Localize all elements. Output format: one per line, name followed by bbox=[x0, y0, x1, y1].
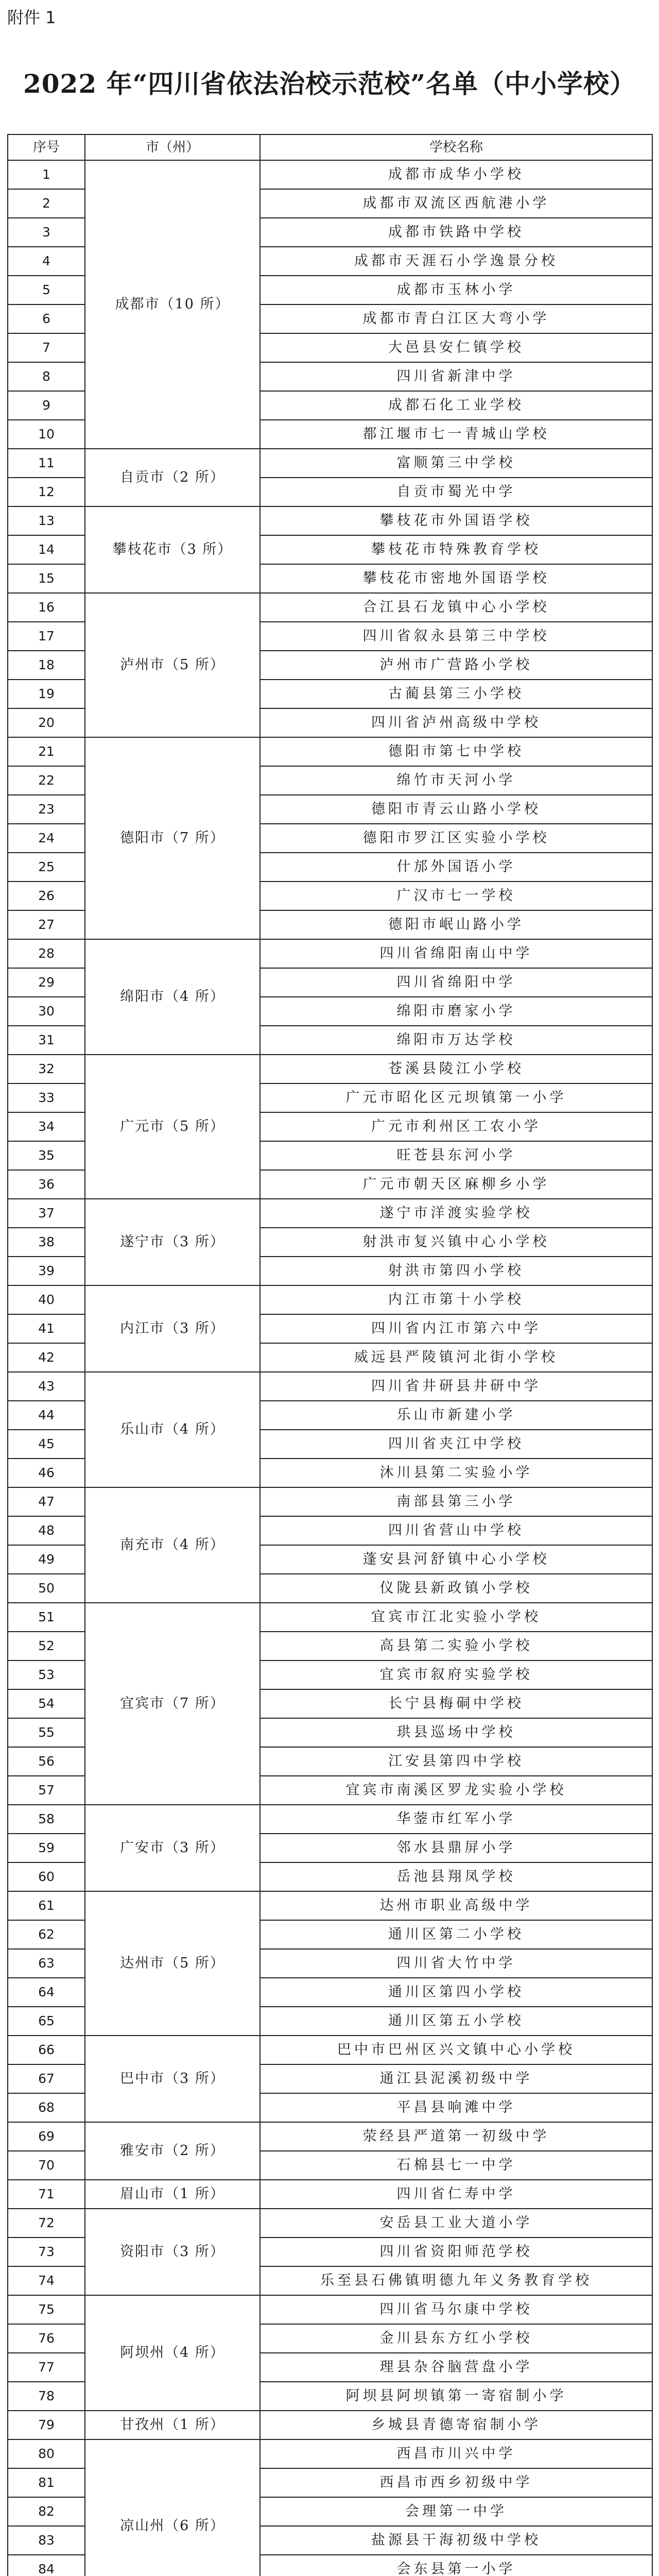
row-school-name: 四川省营山中学校 bbox=[260, 1516, 652, 1545]
row-seq: 60 bbox=[8, 1862, 85, 1891]
row-seq: 59 bbox=[8, 1834, 85, 1862]
row-school-name: 射洪市第四小学校 bbox=[260, 1257, 652, 1285]
table-row bbox=[8, 506, 652, 535]
row-seq: 18 bbox=[8, 651, 85, 680]
row-seq: 69 bbox=[8, 2122, 85, 2151]
row-seq: 21 bbox=[8, 737, 85, 766]
row-seq: 23 bbox=[8, 795, 85, 824]
row-school-name: 平昌县响滩中学 bbox=[260, 2093, 652, 2122]
row-school-name: 通川区第五小学校 bbox=[260, 2007, 652, 2036]
row-seq: 33 bbox=[8, 1083, 85, 1112]
row-school-name: 荥经县严道第一初级中学 bbox=[260, 2122, 652, 2151]
row-seq: 24 bbox=[8, 824, 85, 853]
row-school-name: 达州市职业高级中学 bbox=[260, 1891, 652, 1920]
row-seq: 3 bbox=[8, 218, 85, 247]
table-row bbox=[8, 737, 652, 766]
row-seq: 4 bbox=[8, 247, 85, 276]
row-school-name: 合江县石龙镇中心小学校 bbox=[260, 593, 652, 622]
row-seq: 40 bbox=[8, 1285, 85, 1314]
row-city: 绵阳市（4 所） bbox=[85, 939, 260, 1055]
row-seq: 66 bbox=[8, 2036, 85, 2064]
row-school-name: 泸州市广营路小学校 bbox=[260, 651, 652, 680]
row-seq: 28 bbox=[8, 939, 85, 968]
row-city: 自贡市（2 所） bbox=[85, 449, 260, 506]
row-school-name: 成都市铁路中学校 bbox=[260, 218, 652, 247]
row-school-name: 通江县泥溪初级中学 bbox=[260, 2064, 652, 2093]
row-school-name: 乡城县青德寄宿制小学 bbox=[260, 2411, 652, 2439]
row-school-name: 南部县第三小学 bbox=[260, 1487, 652, 1516]
row-seq: 52 bbox=[8, 1632, 85, 1660]
row-school-name: 乐山市新建小学 bbox=[260, 1401, 652, 1430]
row-school-name: 四川省叙永县第三中学校 bbox=[260, 622, 652, 651]
row-school-name: 四川省夹江中学校 bbox=[260, 1430, 652, 1459]
row-seq: 34 bbox=[8, 1112, 85, 1141]
row-school-name: 攀枝花市密地外国语学校 bbox=[260, 564, 652, 593]
row-school-name: 会理第一中学 bbox=[260, 2497, 652, 2526]
row-seq: 68 bbox=[8, 2093, 85, 2122]
row-school-name: 都江堰市七一青城山学校 bbox=[260, 420, 652, 449]
row-seq: 80 bbox=[8, 2439, 85, 2468]
document-title: 2022 年“四川省依法治校示范校”名单（中小学校） bbox=[23, 69, 636, 99]
table-row bbox=[8, 1372, 652, 1401]
row-school-name: 沐川县第二实验小学 bbox=[260, 1459, 652, 1487]
row-city: 广元市（5 所） bbox=[85, 1055, 260, 1199]
row-school-name: 长宁县梅硐中学校 bbox=[260, 1689, 652, 1718]
row-city: 德阳市（7 所） bbox=[85, 737, 260, 939]
row-school-name: 成都市青白江区大弯小学 bbox=[260, 304, 652, 333]
row-school-name: 石棉县七一中学 bbox=[260, 2151, 652, 2180]
row-seq: 26 bbox=[8, 882, 85, 910]
row-seq: 10 bbox=[8, 420, 85, 449]
row-school-name: 四川省内江市第六中学 bbox=[260, 1314, 652, 1343]
row-city: 雅安市（2 所） bbox=[85, 2122, 260, 2180]
row-seq: 65 bbox=[8, 2007, 85, 2036]
row-school-name: 通川区第四小学校 bbox=[260, 1978, 652, 2007]
row-school-name: 绵阳市万达学校 bbox=[260, 1026, 652, 1055]
header-seq: 序号 bbox=[8, 134, 85, 160]
table-row bbox=[8, 1891, 652, 1920]
row-school-name: 蓬安县河舒镇中心小学校 bbox=[260, 1545, 652, 1574]
row-school-name: 四川省资阳师范学校 bbox=[260, 2238, 652, 2266]
row-seq: 14 bbox=[8, 535, 85, 564]
table-row bbox=[8, 2411, 652, 2439]
table-row bbox=[8, 2295, 652, 2324]
table-row bbox=[8, 1603, 652, 1632]
row-seq: 41 bbox=[8, 1314, 85, 1343]
row-school-name: 遂宁市洋渡实验学校 bbox=[260, 1199, 652, 1228]
row-city: 眉山市（1 所） bbox=[85, 2180, 260, 2209]
row-city: 成都市（10 所） bbox=[85, 160, 260, 449]
row-school-name: 成都市双流区西航港小学 bbox=[260, 189, 652, 218]
row-school-name: 理县杂谷脑营盘小学 bbox=[260, 2353, 652, 2382]
row-school-name: 什邡外国语小学 bbox=[260, 853, 652, 882]
row-school-name: 广元市昭化区元坝镇第一小学 bbox=[260, 1083, 652, 1112]
row-school-name: 广元市朝天区麻柳乡小学 bbox=[260, 1170, 652, 1199]
row-school-name: 古蔺县第三小学校 bbox=[260, 680, 652, 708]
row-seq: 57 bbox=[8, 1776, 85, 1805]
row-seq: 82 bbox=[8, 2497, 85, 2526]
table-row bbox=[8, 1487, 652, 1516]
table-body bbox=[8, 160, 652, 2576]
row-seq: 45 bbox=[8, 1430, 85, 1459]
row-school-name: 德阳市罗江区实验小学校 bbox=[260, 824, 652, 853]
row-school-name: 西昌市西乡初级中学 bbox=[260, 2468, 652, 2497]
row-seq: 9 bbox=[8, 391, 85, 420]
table-header-row bbox=[8, 134, 652, 160]
row-seq: 46 bbox=[8, 1459, 85, 1487]
row-seq: 83 bbox=[8, 2526, 85, 2555]
row-seq: 48 bbox=[8, 1516, 85, 1545]
row-seq: 72 bbox=[8, 2209, 85, 2238]
header-school: 学校名称 bbox=[260, 134, 652, 160]
row-seq: 15 bbox=[8, 564, 85, 593]
row-school-name: 阿坝县阿坝镇第一寄宿制小学 bbox=[260, 2382, 652, 2411]
row-seq: 31 bbox=[8, 1026, 85, 1055]
row-school-name: 通川区第二小学校 bbox=[260, 1920, 652, 1949]
row-seq: 51 bbox=[8, 1603, 85, 1632]
row-city: 宜宾市（7 所） bbox=[85, 1603, 260, 1805]
row-seq: 71 bbox=[8, 2180, 85, 2209]
table-row bbox=[8, 939, 652, 968]
header-city: 市（州） bbox=[85, 134, 260, 160]
table-row bbox=[8, 1285, 652, 1314]
row-school-name: 攀枝花市外国语学校 bbox=[260, 506, 652, 535]
row-seq: 27 bbox=[8, 910, 85, 939]
row-seq: 62 bbox=[8, 1920, 85, 1949]
row-school-name: 成都市天涯石小学逸景分校 bbox=[260, 247, 652, 276]
row-seq: 13 bbox=[8, 506, 85, 535]
row-seq: 30 bbox=[8, 997, 85, 1026]
row-seq: 84 bbox=[8, 2555, 85, 2576]
row-seq: 38 bbox=[8, 1228, 85, 1257]
row-school-name: 射洪市复兴镇中心小学校 bbox=[260, 1228, 652, 1257]
row-seq: 29 bbox=[8, 968, 85, 997]
table-row bbox=[8, 2036, 652, 2064]
row-school-name: 成都市成华小学校 bbox=[260, 160, 652, 189]
row-seq: 76 bbox=[8, 2324, 85, 2353]
school-roster-table bbox=[7, 134, 653, 2576]
row-school-name: 金川县东方红小学校 bbox=[260, 2324, 652, 2353]
row-school-name: 巴中市巴州区兴文镇中心小学校 bbox=[260, 2036, 652, 2064]
table-row bbox=[8, 593, 652, 622]
row-seq: 5 bbox=[8, 276, 85, 304]
row-school-name: 自贡市蜀光中学 bbox=[260, 478, 652, 506]
row-school-name: 四川省绵阳中学 bbox=[260, 968, 652, 997]
row-seq: 36 bbox=[8, 1170, 85, 1199]
row-seq: 12 bbox=[8, 478, 85, 506]
row-school-name: 广汉市七一学校 bbox=[260, 882, 652, 910]
table-row bbox=[8, 2439, 652, 2468]
row-city: 乐山市（4 所） bbox=[85, 1372, 260, 1487]
row-seq: 49 bbox=[8, 1545, 85, 1574]
row-city: 资阳市（3 所） bbox=[85, 2209, 260, 2295]
row-city: 南充市（4 所） bbox=[85, 1487, 260, 1603]
table-row bbox=[8, 449, 652, 478]
row-school-name: 德阳市第七中学校 bbox=[260, 737, 652, 766]
row-school-name: 绵阳市磨家小学 bbox=[260, 997, 652, 1026]
table-row bbox=[8, 2122, 652, 2151]
row-school-name: 西昌市川兴中学 bbox=[260, 2439, 652, 2468]
row-seq: 6 bbox=[8, 304, 85, 333]
row-school-name: 珙县巡场中学校 bbox=[260, 1718, 652, 1747]
row-seq: 50 bbox=[8, 1574, 85, 1603]
row-seq: 37 bbox=[8, 1199, 85, 1228]
row-city: 泸州市（5 所） bbox=[85, 593, 260, 737]
row-school-name: 四川省仁寿中学 bbox=[260, 2180, 652, 2209]
row-seq: 77 bbox=[8, 2353, 85, 2382]
row-seq: 67 bbox=[8, 2064, 85, 2093]
row-school-name: 宜宾市叙府实验学校 bbox=[260, 1660, 652, 1689]
row-seq: 73 bbox=[8, 2238, 85, 2266]
row-city: 遂宁市（3 所） bbox=[85, 1199, 260, 1285]
row-seq: 64 bbox=[8, 1978, 85, 2007]
row-seq: 8 bbox=[8, 362, 85, 391]
table-row bbox=[8, 2209, 652, 2238]
row-seq: 79 bbox=[8, 2411, 85, 2439]
row-seq: 17 bbox=[8, 622, 85, 651]
row-seq: 39 bbox=[8, 1257, 85, 1285]
row-school-name: 苍溪县陵江小学校 bbox=[260, 1055, 652, 1083]
row-school-name: 江安县第四中学校 bbox=[260, 1747, 652, 1776]
row-seq: 61 bbox=[8, 1891, 85, 1920]
row-seq: 56 bbox=[8, 1747, 85, 1776]
row-seq: 54 bbox=[8, 1689, 85, 1718]
row-seq: 43 bbox=[8, 1372, 85, 1401]
row-school-name: 四川省泸州高级中学校 bbox=[260, 708, 652, 737]
row-school-name: 成都石化工业学校 bbox=[260, 391, 652, 420]
row-school-name: 高县第二实验小学校 bbox=[260, 1632, 652, 1660]
row-seq: 19 bbox=[8, 680, 85, 708]
table-row bbox=[8, 1199, 652, 1228]
row-seq: 58 bbox=[8, 1805, 85, 1834]
row-school-name: 岳池县翔凤学校 bbox=[260, 1862, 652, 1891]
row-school-name: 内江市第十小学校 bbox=[260, 1285, 652, 1314]
row-school-name: 宜宾市南溪区罗龙实验小学校 bbox=[260, 1776, 652, 1805]
row-school-name: 邻水县鼎屏小学 bbox=[260, 1834, 652, 1862]
row-city: 凉山州（6 所） bbox=[85, 2439, 260, 2576]
row-seq: 32 bbox=[8, 1055, 85, 1083]
row-school-name: 富顺第三中学校 bbox=[260, 449, 652, 478]
table-row bbox=[8, 1805, 652, 1834]
row-city: 广安市（3 所） bbox=[85, 1805, 260, 1891]
row-school-name: 四川省马尔康中学校 bbox=[260, 2295, 652, 2324]
row-seq: 44 bbox=[8, 1401, 85, 1430]
row-school-name: 德阳市青云山路小学校 bbox=[260, 795, 652, 824]
row-school-name: 威远县严陵镇河北街小学校 bbox=[260, 1343, 652, 1372]
row-school-name: 安岳县工业大道小学 bbox=[260, 2209, 652, 2238]
table-row bbox=[8, 1055, 652, 1083]
row-school-name: 会东县第一小学 bbox=[260, 2555, 652, 2576]
row-school-name: 乐至县石佛镇明德九年义务教育学校 bbox=[260, 2266, 652, 2295]
row-seq: 7 bbox=[8, 333, 85, 362]
row-seq: 70 bbox=[8, 2151, 85, 2180]
row-seq: 63 bbox=[8, 1949, 85, 1978]
row-seq: 16 bbox=[8, 593, 85, 622]
row-school-name: 宜宾市江北实验小学校 bbox=[260, 1603, 652, 1632]
attachment-label: 附件 1 bbox=[7, 8, 56, 27]
table-row bbox=[8, 2180, 652, 2209]
row-seq: 53 bbox=[8, 1660, 85, 1689]
row-seq: 20 bbox=[8, 708, 85, 737]
row-seq: 2 bbox=[8, 189, 85, 218]
row-school-name: 攀枝花市特殊教育学校 bbox=[260, 535, 652, 564]
row-city: 巴中市（3 所） bbox=[85, 2036, 260, 2122]
row-school-name: 广元市利州区工农小学 bbox=[260, 1112, 652, 1141]
row-school-name: 仪陇县新政镇小学校 bbox=[260, 1574, 652, 1603]
row-city: 达州市（5 所） bbox=[85, 1891, 260, 2036]
row-seq: 74 bbox=[8, 2266, 85, 2295]
row-school-name: 四川省井研县井研中学 bbox=[260, 1372, 652, 1401]
row-city: 内江市（3 所） bbox=[85, 1285, 260, 1372]
row-school-name: 大邑县安仁镇学校 bbox=[260, 333, 652, 362]
row-school-name: 绵竹市天河小学 bbox=[260, 766, 652, 795]
row-seq: 11 bbox=[8, 449, 85, 478]
row-school-name: 四川省绵阳南山中学 bbox=[260, 939, 652, 968]
row-seq: 47 bbox=[8, 1487, 85, 1516]
row-school-name: 成都市玉林小学 bbox=[260, 276, 652, 304]
row-school-name: 德阳市岷山路小学 bbox=[260, 910, 652, 939]
row-school-name: 四川省新津中学 bbox=[260, 362, 652, 391]
row-school-name: 盐源县干海初级中学校 bbox=[260, 2526, 652, 2555]
row-seq: 78 bbox=[8, 2382, 85, 2411]
row-school-name: 华蓥市红军小学 bbox=[260, 1805, 652, 1834]
row-city: 甘孜州（1 所） bbox=[85, 2411, 260, 2439]
row-city: 攀枝花市（3 所） bbox=[85, 506, 260, 593]
row-seq: 22 bbox=[8, 766, 85, 795]
row-seq: 75 bbox=[8, 2295, 85, 2324]
row-seq: 42 bbox=[8, 1343, 85, 1372]
row-seq: 25 bbox=[8, 853, 85, 882]
row-seq: 1 bbox=[8, 160, 85, 189]
row-school-name: 四川省大竹中学 bbox=[260, 1949, 652, 1978]
table-header bbox=[8, 134, 652, 160]
row-school-name: 旺苍县东河小学 bbox=[260, 1141, 652, 1170]
row-seq: 35 bbox=[8, 1141, 85, 1170]
row-seq: 55 bbox=[8, 1718, 85, 1747]
table-row bbox=[8, 160, 652, 189]
row-city: 阿坝州（4 所） bbox=[85, 2295, 260, 2411]
row-seq: 81 bbox=[8, 2468, 85, 2497]
